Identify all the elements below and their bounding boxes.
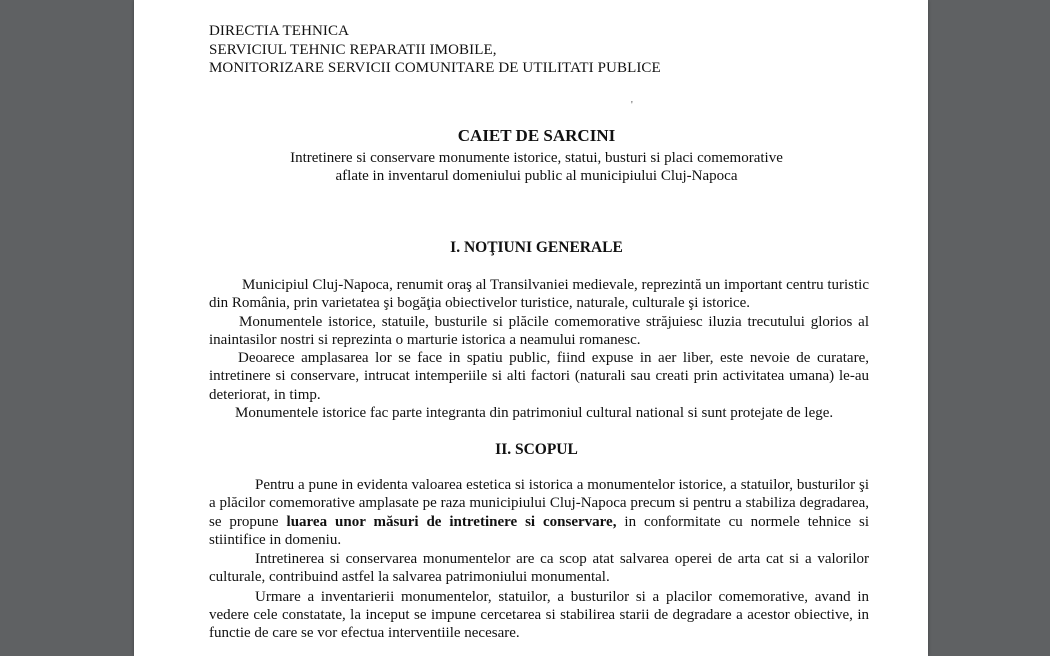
document-title: CAIET DE SARCINI <box>457 126 616 145</box>
section-2-paragraph-1 <box>209 476 869 549</box>
section-2-heading: II. SCOPUL <box>495 441 578 458</box>
section-1-body <box>209 276 869 422</box>
document-header <box>209 22 661 78</box>
section-2-paragraph-1-text-a: Pentru a pune in evidenta valoarea estetica si istorica a monumentelor istorice, a statuilor, busturilor şi a plăcilor comemorative amplasate pe raza municipiului Cluj-Napoca precum si pentru a stabiliza degradarea, se propune <box>209 477 869 530</box>
header-line-2: SERVICIUL TEHNIC REPARATII IMOBILE, <box>209 41 497 58</box>
document-page <box>134 0 928 656</box>
section-2-paragraph-2: Intretinerea si conservarea monumentelor are ca scop atat salvarea operei de arta cat si a valorilor culturale, contribuind astfel la salvarea patrimoniului monumental. <box>209 551 869 586</box>
section-2-paragraph-1-bold: luarea unor măsuri de intretinere si conservare, <box>286 513 617 530</box>
document-subtitle <box>134 149 928 185</box>
section-2-paragraph-1-text-b: in conformitate cu normele tehnice si stiintifice in domeniu. <box>209 513 870 548</box>
section-2-paragraph-3: Urmare a inventarierii monumentelor, statuilor, a busturilor si a placilor comemorative, avand in vedere cele constatate, la inceput se impune cercetarea si stabilirea starii de degradare a acestor obiective, in functie de care se vor efectua interventiile necesare. <box>209 588 869 642</box>
section-1-heading: I. NOŢIUNI GENERALE <box>450 239 623 256</box>
section-2-body <box>209 476 869 643</box>
subtitle-line-2: aflate in inventarul domeniului public al municipiului Cluj-Napoca <box>335 168 738 184</box>
header-line-3: MONITORIZARE SERVICII COMUNITARE DE UTILITATI PUBLICE <box>209 60 661 76</box>
section-1-paragraph-2: Monumentele istorice, statuile, busturile si plăcile comemorative străjuiesc iluzia trecutului glorios al inaintasilor nostri si reprezinta o marturie istorica a neamului romanesc. <box>209 313 869 348</box>
header-line-1: DIRECTIA TEHNICA <box>209 23 350 39</box>
section-1-paragraph-1: Municipiul Cluj-Napoca, renumit oraş al Transilvaniei medievale, reprezintă un important centru turistic din România, prin varietatea şi bogăţia obiectivelor turistice, naturale, culturale şi istorice. <box>209 277 869 312</box>
stray-mark: ' <box>631 100 633 111</box>
section-1-paragraph-4: Monumentele istorice fac parte integranta din patrimoniul cultural national si sunt protejate de lege. <box>235 405 834 422</box>
subtitle-line-1: Intretinere si conservare monumente istorice, statui, busturi si placi comemorative <box>290 150 783 166</box>
section-1-paragraph-3: Deoarece amplasarea lor se face in spatiu public, fiind expuse in aer liber, este nevoie de curatare, intretinere si conservare, intrucat intemperiile si alti factori (naturali sau creati prin activitatea umana) le-au deteriorat, in timp. <box>209 350 869 403</box>
